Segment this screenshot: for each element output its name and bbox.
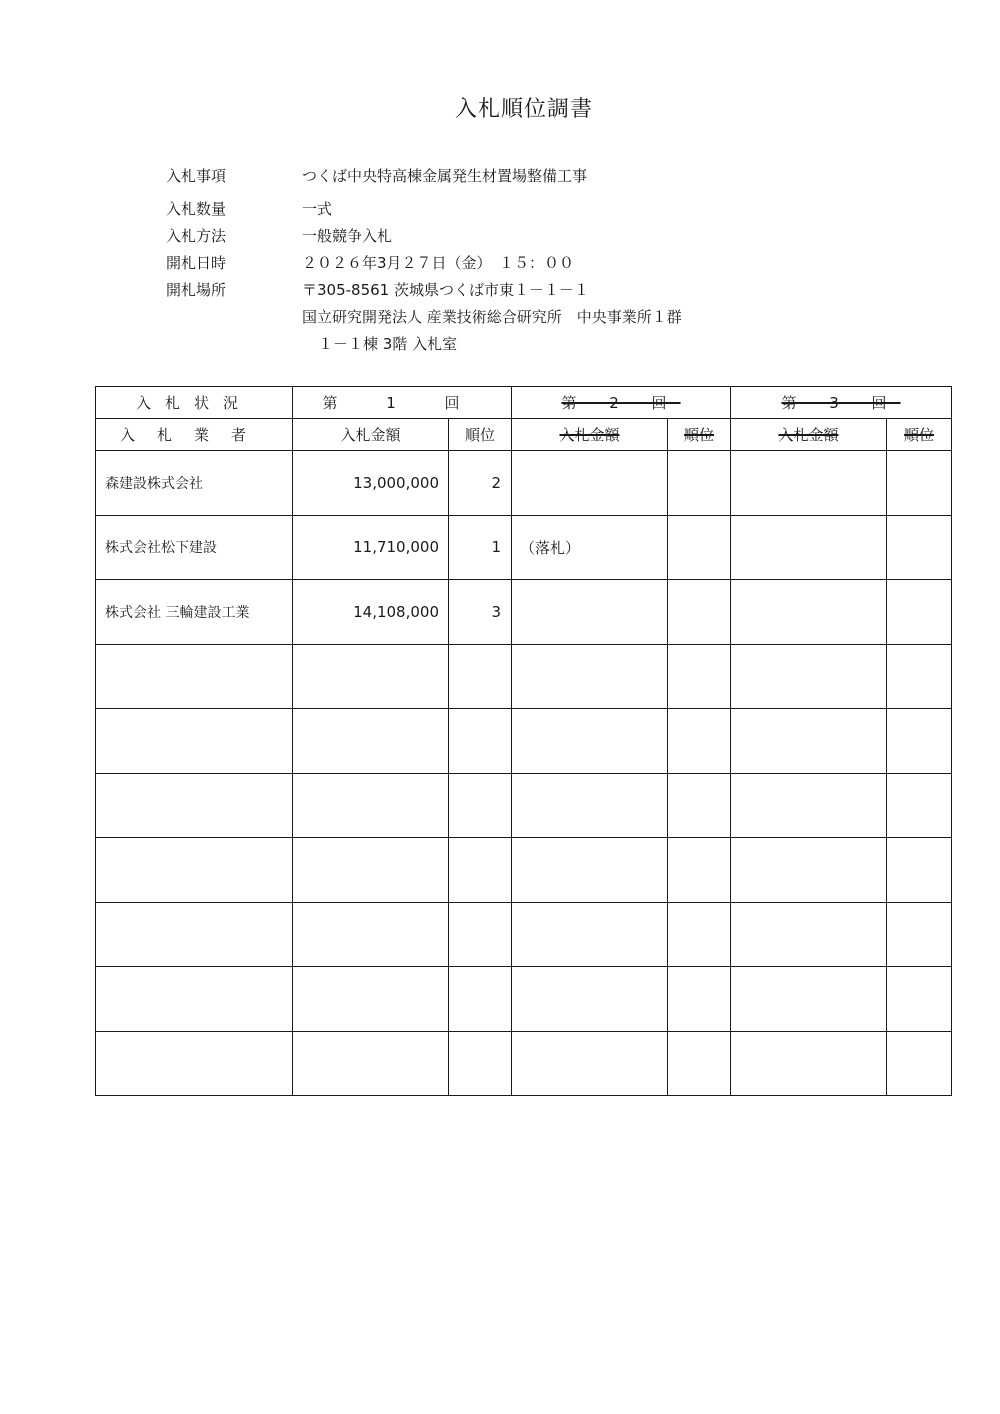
- round-2-amount: [512, 580, 668, 645]
- round-3-rank-header: 順位: [887, 419, 952, 451]
- round-2-amount: [512, 967, 668, 1032]
- round-1-rank: [449, 644, 512, 709]
- header-row-status: [96, 387, 952, 419]
- table-row: [96, 838, 952, 903]
- round-1-rank: [449, 902, 512, 967]
- info-quantity: [166, 199, 332, 219]
- round-3-rank: [887, 709, 952, 774]
- table-row: [96, 902, 952, 967]
- round-1-rank: 2: [449, 451, 512, 516]
- table-row: [96, 580, 952, 645]
- round-1-amount: [293, 902, 449, 967]
- bidder-name: [96, 902, 293, 967]
- round-2-amount: [512, 773, 668, 838]
- round-3-amount: [731, 967, 887, 1032]
- datetime-label: 開札日時: [166, 254, 227, 272]
- round-3-rank: [887, 515, 952, 580]
- round-3-amount: [731, 838, 887, 903]
- round-2-amount: [512, 1031, 668, 1096]
- quantity-label: 入札数量: [166, 200, 227, 218]
- round-1-amount: [293, 1031, 449, 1096]
- place-value-line2: 国立研究開発法人 産業技術総合研究所 中央事業所１群: [302, 308, 682, 326]
- round-1-rank: [449, 1031, 512, 1096]
- round-1-rank: [449, 967, 512, 1032]
- bidder-name: [96, 773, 293, 838]
- round-3-amount: [731, 580, 887, 645]
- round-3-rank: [887, 644, 952, 709]
- round-3-amount: [731, 709, 887, 774]
- round-3-rank: [887, 773, 952, 838]
- round-1-amount: 11,710,000: [293, 515, 449, 580]
- document-title: 入札順位調書: [454, 97, 593, 122]
- round-2-rank: [668, 967, 731, 1032]
- round-3-amount: [731, 773, 887, 838]
- round-1-rank: [449, 838, 512, 903]
- round-1-rank: 1: [449, 515, 512, 580]
- table-row: [96, 773, 952, 838]
- round-1-rank: [449, 773, 512, 838]
- round-2-rank: [668, 1031, 731, 1096]
- round-3-amount: [731, 451, 887, 516]
- round-3-amount-header: 入札金額: [731, 419, 887, 451]
- header-row-columns: [96, 419, 952, 451]
- round-2-rank: [668, 773, 731, 838]
- bidder-name: 株式会社松下建設: [96, 515, 293, 580]
- round-2-rank: [668, 902, 731, 967]
- item-value: つくば中央特高棟金属発生材置場整備工事: [302, 167, 588, 185]
- info-datetime: [166, 253, 574, 273]
- bidder-name: 森建設株式会社: [96, 451, 293, 516]
- round-2-amount: （落札）: [512, 515, 668, 580]
- table-row: [96, 709, 952, 774]
- bidder-header: 入札業者: [96, 419, 293, 451]
- bid-ranking-table: [95, 386, 952, 1096]
- round-1-amount: 13,000,000: [293, 451, 449, 516]
- round-2-amount: [512, 644, 668, 709]
- round-2-rank: [668, 515, 731, 580]
- table-row: [96, 644, 952, 709]
- round-2-amount-header: 入札金額: [512, 419, 668, 451]
- info-place: [166, 280, 589, 300]
- quantity-value: 一式: [302, 200, 333, 218]
- round-1-amount: [293, 709, 449, 774]
- round-3-rank: [887, 451, 952, 516]
- round-3-rank: [887, 1031, 952, 1096]
- round-1-amount: [293, 838, 449, 903]
- round-1-amount: 14,108,000: [293, 580, 449, 645]
- round-3-amount: [731, 1031, 887, 1096]
- table-row: [96, 515, 952, 580]
- round-3-amount: [731, 644, 887, 709]
- round-3-rank: [887, 838, 952, 903]
- round-2-amount: [512, 902, 668, 967]
- info-item: [166, 166, 587, 186]
- round-2-rank: [668, 838, 731, 903]
- round-1-amount: [293, 967, 449, 1032]
- round-2-amount: [512, 838, 668, 903]
- round-3-rank: [887, 580, 952, 645]
- place-label: 開札場所: [166, 281, 227, 299]
- table-row: [96, 967, 952, 1032]
- round-1-rank: [449, 709, 512, 774]
- round-3-amount: [731, 515, 887, 580]
- place-value-line3: １－１棟 3階 入札室: [318, 335, 458, 353]
- bidder-name: [96, 967, 293, 1032]
- bidder-name: 株式会社 三輪建設工業: [96, 580, 293, 645]
- round-2-rank: [668, 580, 731, 645]
- round-2-rank: [668, 451, 731, 516]
- item-label: 入札事項: [166, 167, 227, 185]
- info-method: [166, 226, 392, 246]
- method-value: 一般競争入札: [302, 227, 393, 245]
- round-2-rank-header: 順位: [668, 419, 731, 451]
- round-1-rank-header: 順位: [449, 419, 512, 451]
- table-row: [96, 451, 952, 516]
- method-label: 入札方法: [166, 227, 227, 245]
- round-3-rank: [887, 902, 952, 967]
- round-1-amount-header: 入札金額: [293, 419, 449, 451]
- round-2-header: 第 2 回: [512, 387, 731, 419]
- round-1-rank: 3: [449, 580, 512, 645]
- bidder-name: [96, 709, 293, 774]
- round-3-header: 第 3 回: [731, 387, 952, 419]
- table-row: [96, 1031, 952, 1096]
- bidder-name: [96, 1031, 293, 1096]
- datetime-value: ２０２６年3月２７日（金） １５：００: [302, 254, 575, 272]
- round-1-header: 第 1 回: [293, 387, 512, 419]
- round-1-amount: [293, 773, 449, 838]
- round-2-rank: [668, 644, 731, 709]
- round-2-amount: [512, 709, 668, 774]
- round-2-rank: [668, 709, 731, 774]
- round-2-amount: [512, 451, 668, 516]
- bidder-name: [96, 838, 293, 903]
- status-header: 入札状況: [96, 387, 293, 419]
- round-3-rank: [887, 967, 952, 1032]
- round-3-amount: [731, 902, 887, 967]
- round-1-amount: [293, 644, 449, 709]
- place-value-line1: 〒305-8561 茨城県つくば市東１－１－１: [302, 281, 589, 299]
- bidder-name: [96, 644, 293, 709]
